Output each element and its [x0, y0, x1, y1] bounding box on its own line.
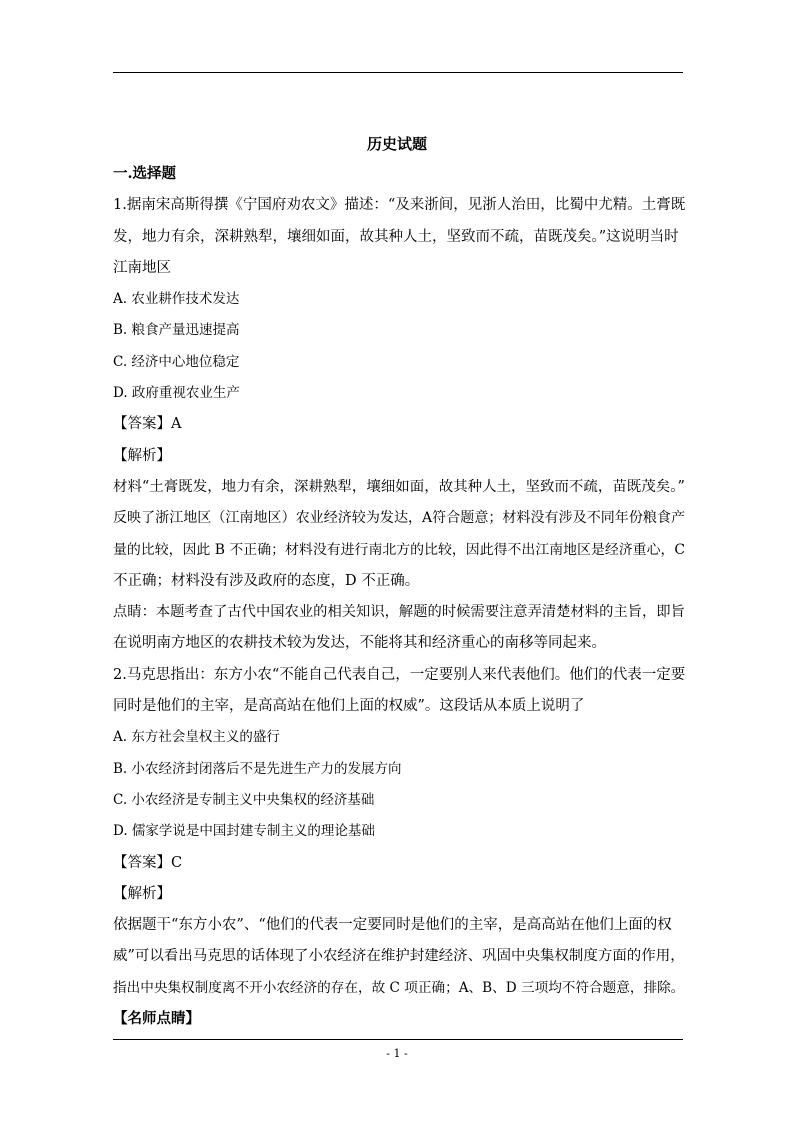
q2-analysis-line: 指出中央集权制度离不开小农经济的存在，故 C 项正确；A、B、D 三项均不符合题意，排除。	[113, 979, 685, 996]
q1-option-c: C. 经济中心地位稳定	[113, 353, 240, 370]
q1-analysis-line: 材料“土膏既发，地力有余，深耕熟犁，壤细如面，故其种人土，坚致而不疏，苗既茂矣。”	[113, 478, 685, 495]
header-rule	[113, 72, 683, 73]
q1-stem-line: 1.据南宋高斯得撰《宁国府劝农文》描述：“及来浙间，见浙人治田，比蜀中尤精。土膏既	[113, 197, 685, 214]
section-heading: 一.选择题	[113, 165, 177, 182]
q1-analysis-line: 反映了浙江地区（江南地区）农业经济较为发达，A符合题意；材料没有涉及不同年份粮食产	[113, 510, 685, 527]
q1-analysis-line: 不正确；材料没有涉及政府的态度，D 不正确。	[113, 572, 420, 589]
q1-answer: 【答案】A	[113, 416, 182, 433]
q1-option-d: D. 政府重视农业生产	[113, 385, 240, 402]
q2-teacher-label: 【名师点睛】	[113, 1010, 200, 1028]
q2-option-d: D. 儒家学说是中国封建专制主义的理论基础	[113, 823, 375, 840]
q1-stem-line: 江南地区	[113, 259, 171, 276]
q2-option-c: C. 小农经济是专制主义中央集权的经济基础	[113, 791, 375, 808]
q2-analysis-line: 威”可以看出马克思的话体现了小农经济在维护封建经济、巩固中央集权制度方面的作用，	[113, 948, 685, 965]
q1-option-b: B. 粮食产量迅速提高	[113, 322, 240, 339]
q2-analysis-line: 依据题干“东方小农”、“他们的代表一定要同时是他们的主宰，是高高站在他们上面的权	[113, 917, 672, 934]
page-number: - 1 -	[386, 1047, 408, 1060]
q2-analysis-label: 【解析】	[113, 885, 171, 902]
q1-analysis-line: 量的比较，因此 B 不正确；材料没有进行南北方的比较，因此得不出江南地区是经济重心，C	[113, 541, 685, 558]
page-title: 历史试题	[366, 135, 427, 153]
q2-answer: 【答案】C	[113, 854, 183, 871]
footer-rule	[113, 1039, 683, 1040]
q1-comment-line: 在说明南方地区的农耕技术较为发达，不能将其和经济重心的南移等同起来。	[113, 635, 606, 652]
q2-option-b: B. 小农经济封闭落后不是先进生产力的发展方向	[113, 760, 402, 777]
document-body	[113, 162, 685, 1038]
q1-comment-line: 点睛：本题考查了古代中国农业的相关知识，解题的时候需要注意弄清楚材料的主旨，即旨	[113, 604, 685, 621]
q2-option-a: A. 东方社会皇权主义的盛行	[113, 729, 280, 746]
q2-stem-line: 2.马克思指出：东方小农“不能自己代表自己，一定要别人来代表他们。他们的代表一定要	[113, 666, 685, 683]
q1-option-a: A. 农业耕作技术发达	[113, 291, 240, 308]
q2-stem-line: 同时是他们的主宰，是高高站在他们上面的权威”。这段话从本质上说明了	[113, 698, 585, 715]
q1-analysis-label: 【解析】	[113, 447, 171, 464]
q1-stem-line: 发，地力有余，深耕熟犁，壤细如面，故其种人土，坚致而不疏，苗既茂矣。”这说明当时	[113, 228, 679, 245]
